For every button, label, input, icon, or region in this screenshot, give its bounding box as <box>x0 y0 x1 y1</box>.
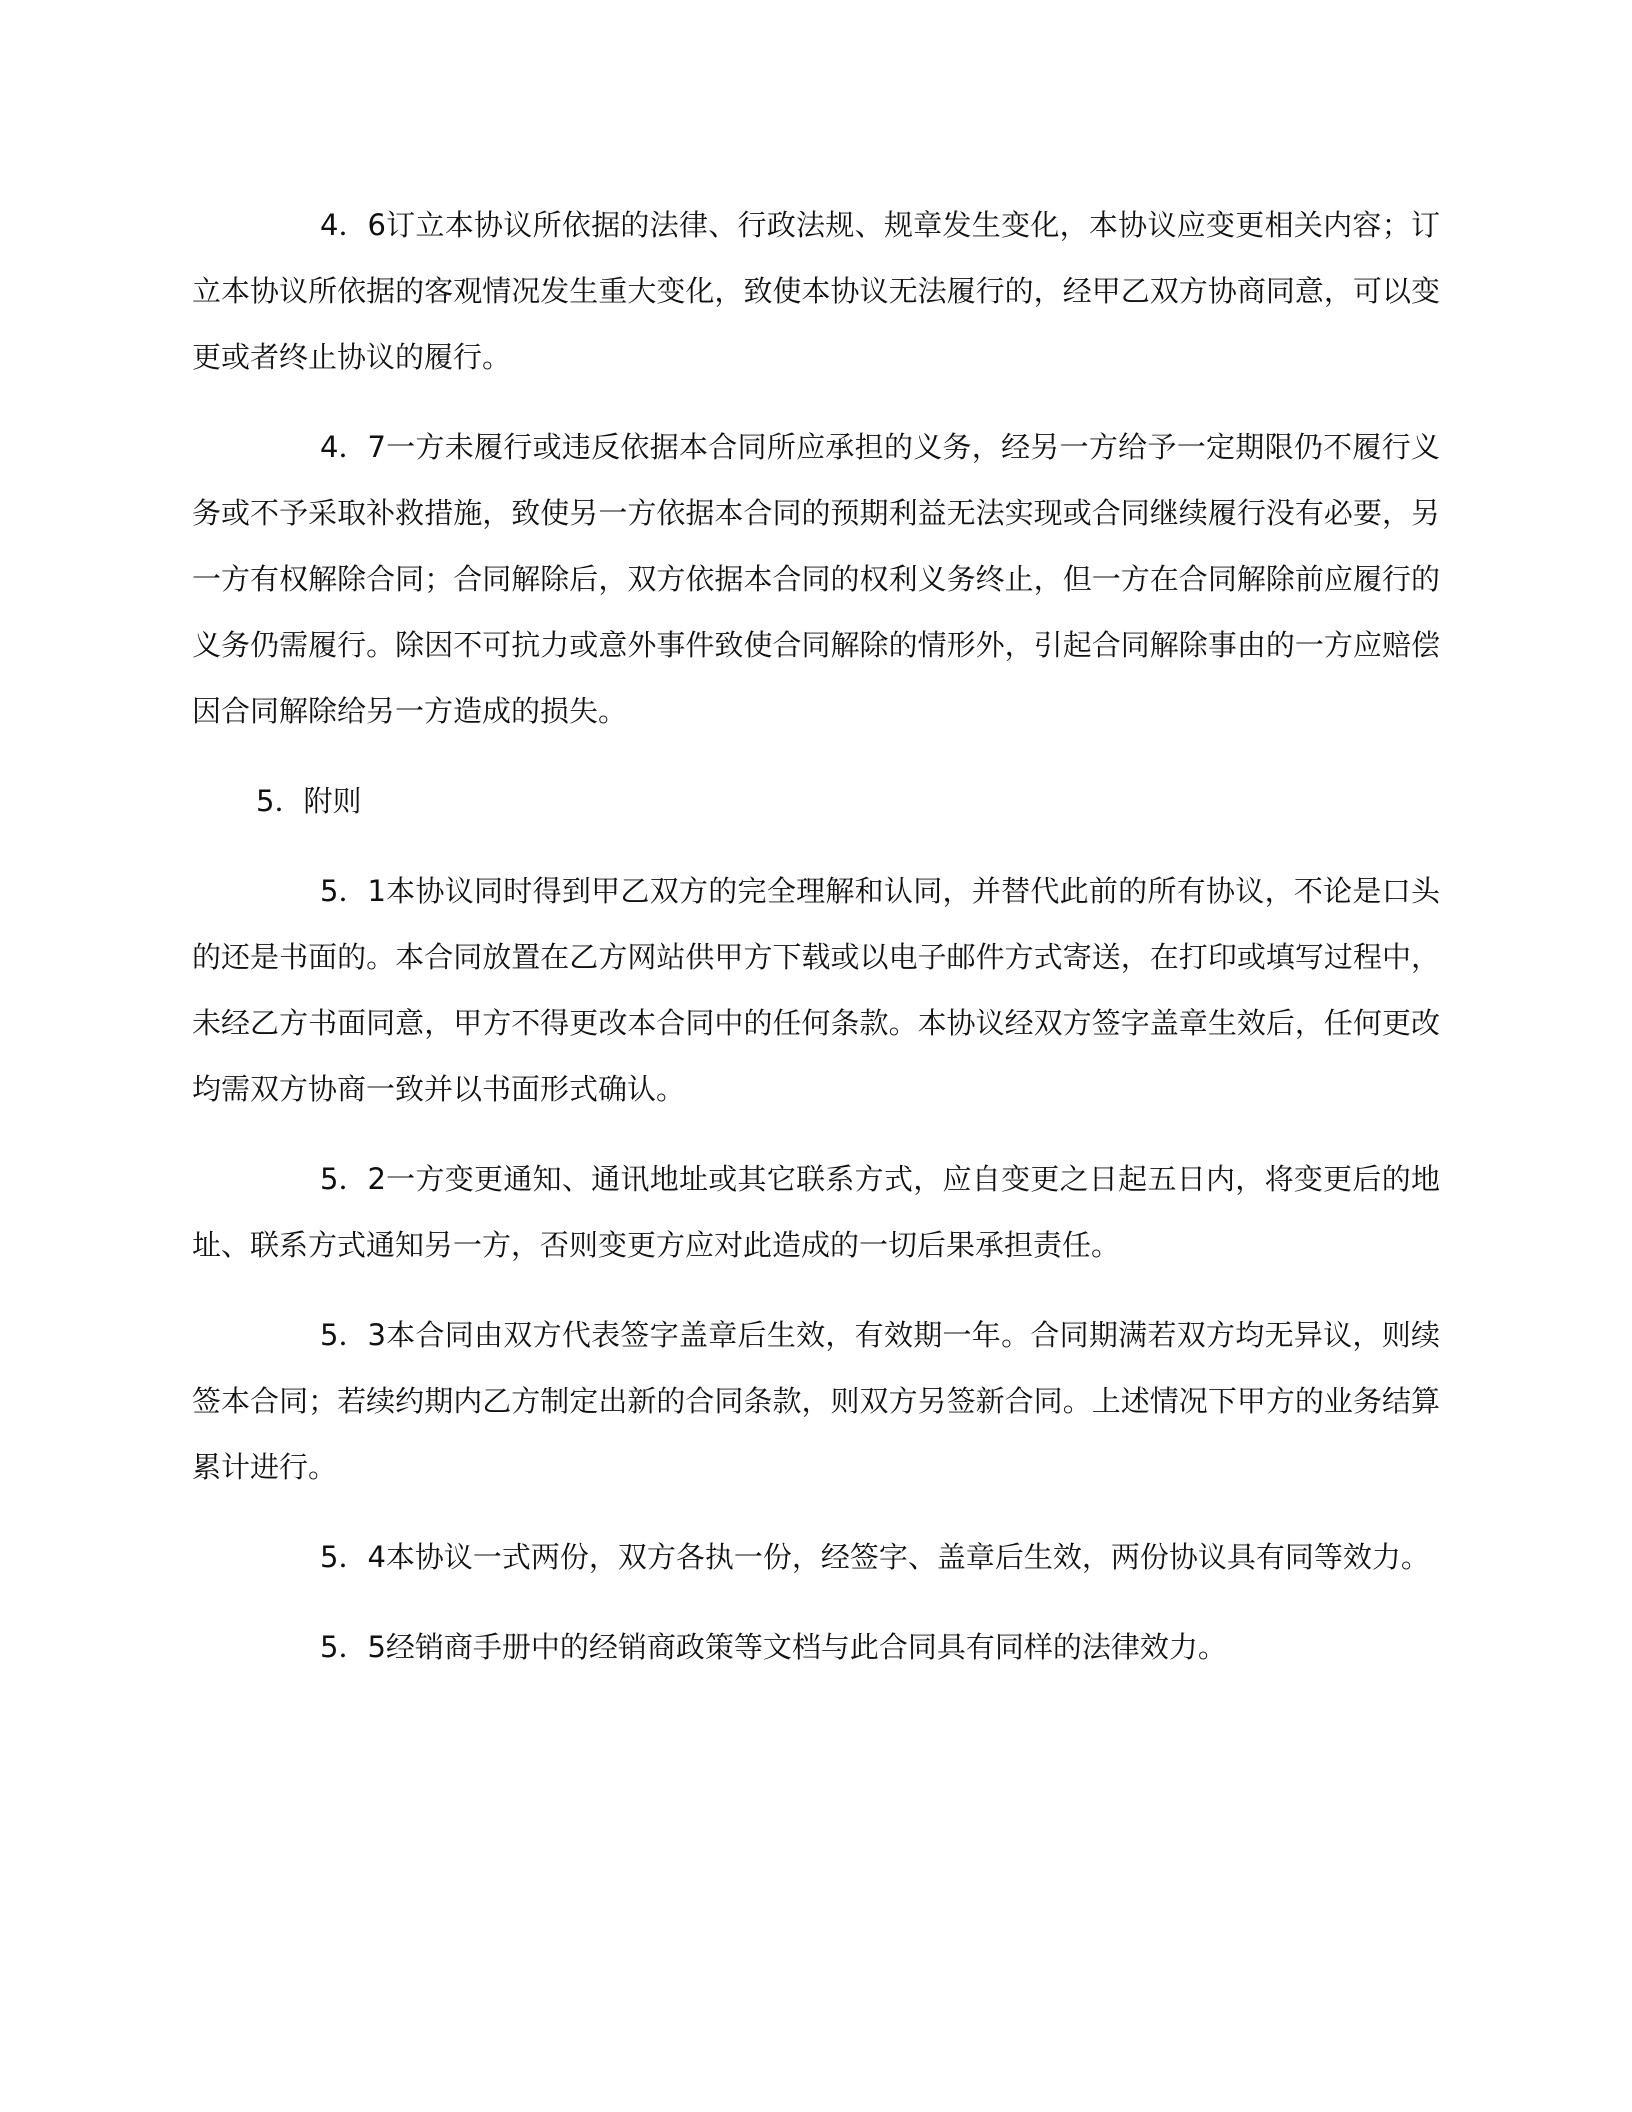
clause-4-7 <box>192 414 1440 744</box>
clause-5-3 <box>192 1302 1440 1500</box>
document-body <box>192 192 1440 1704</box>
clause-5-2 <box>192 1146 1440 1278</box>
clause-text: 经销商手册中的经销商政策等文档与此合同具有同样的法律效力。 <box>385 1630 1227 1664</box>
clause-number: 5．5 <box>320 1630 386 1664</box>
clause-5-4 <box>192 1524 1440 1590</box>
clause-number: 5．2 <box>320 1162 386 1196</box>
section-heading-text: 5．附则 <box>256 784 362 818</box>
clause-text: 订立本协议所依据的法律、行政法规、规章发生变化，本协议应变更相关内容；订立本协议所依据的客观情况发生重大变化，致使本协议无法履行的，经甲乙双方协商同意，可以变更或者终止协议的履行。 <box>192 208 1440 374</box>
section-heading-5 <box>192 768 1440 834</box>
clause-4-6 <box>192 192 1440 390</box>
clause-text: 一方未履行或违反依据本合同所应承担的义务，经另一方给予一定期限仍不履行义务或不予采取补救措施，致使另一方依据本合同的预期利益无法实现或合同继续履行没有必要，另一方有权解除合同；合同解除后，双方依据本合同的权利义务终止，但一方在合同解除前应履行的义务仍需履行。除因不可抗力或意外事件致使合同解除的情形外，引起合同解除事由的一方应赔偿因合同解除给另一方造成的损失。 <box>192 430 1440 728</box>
clause-text: 本协议同时得到甲乙双方的完全理解和认同，并替代此前的所有协议，不论是口头的还是书面的。本合同放置在乙方网站供甲方下载或以电子邮件方式寄送，在打印或填写过程中，未经乙方书面同意，甲方不得更改本合同中的任何条款。本协议经双方签字盖章生效后，任何更改均需双方协商一致并以书面形式确认。 <box>192 874 1440 1106</box>
clause-number: 5．4 <box>320 1540 386 1574</box>
clause-text: 本合同由双方代表签字盖章后生效，有效期一年。合同期满若双方均无异议，则续签本合同；若续约期内乙方制定出新的合同条款，则双方另签新合同。上述情况下甲方的业务结算累计进行。 <box>192 1318 1440 1484</box>
clause-text: 一方变更通知、通讯地址或其它联系方式，应自变更之日起五日内，将变更后的地址、联系方式通知另一方，否则变更方应对此造成的一切后果承担责任。 <box>192 1162 1440 1262</box>
clause-number: 4．7 <box>320 430 386 464</box>
clause-number: 4．6 <box>320 208 386 242</box>
clause-5-1 <box>192 858 1440 1122</box>
clause-number: 5．1 <box>320 874 386 908</box>
clause-5-5 <box>192 1614 1440 1680</box>
clause-text: 本协议一式两份，双方各执一份，经签字、盖章后生效，两份协议具有同等效力。 <box>385 1540 1430 1574</box>
clause-number: 5．3 <box>320 1318 386 1352</box>
